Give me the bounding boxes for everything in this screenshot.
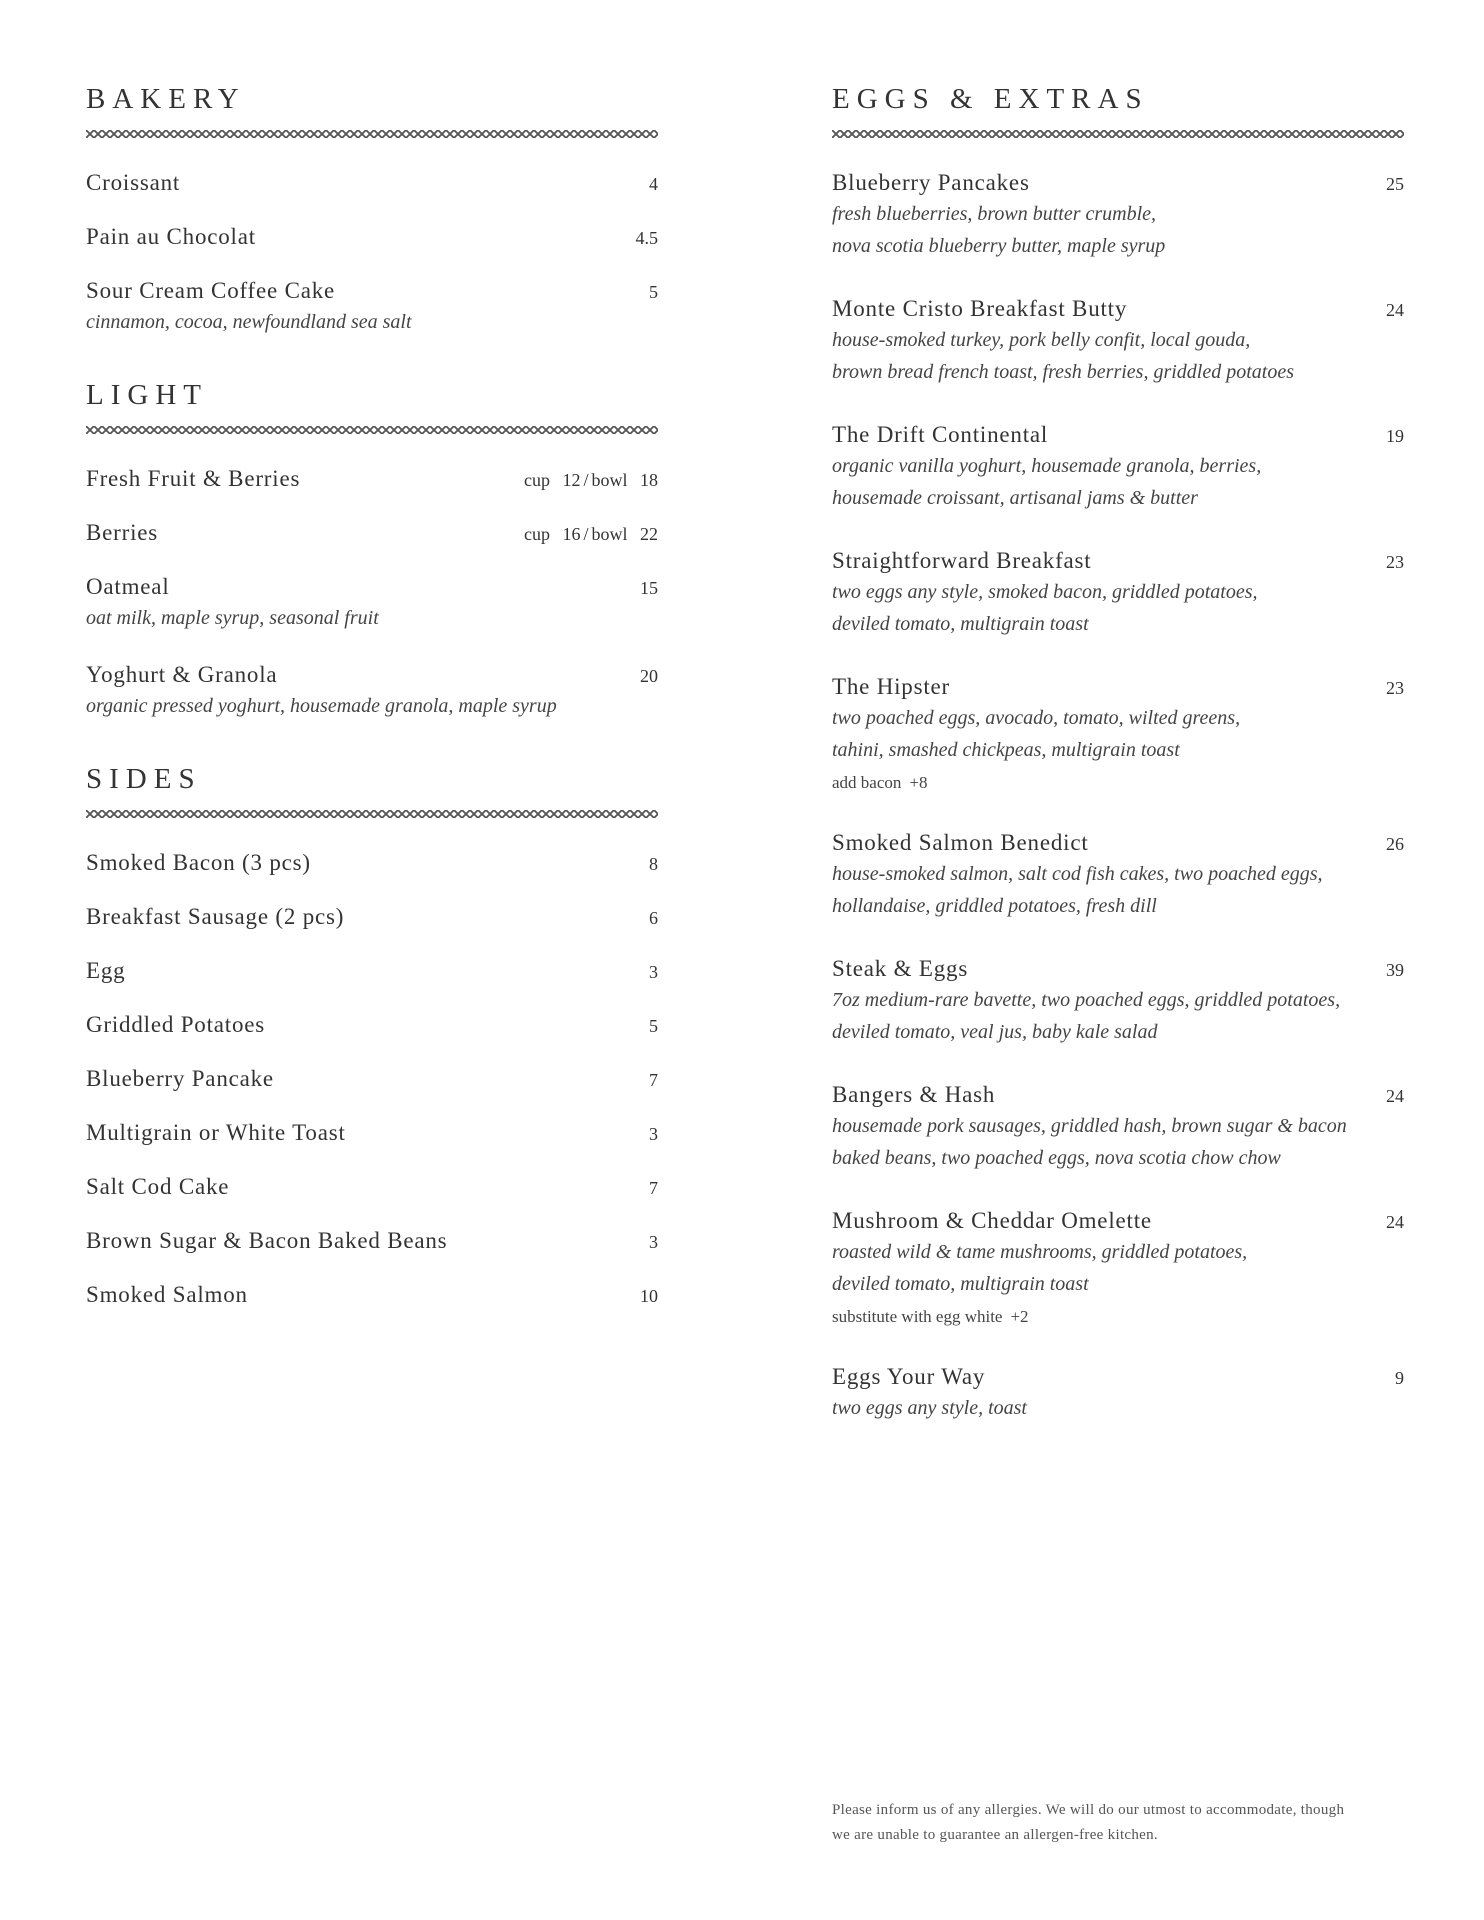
item-name: Breakfast Sausage (2 pcs) bbox=[86, 904, 345, 929]
item-name: Sour Cream Coffee Cake bbox=[86, 278, 336, 303]
item-price-options: cup 16 / bowl 22 bbox=[523, 524, 658, 544]
item-name: Fresh Fruit & Berries bbox=[86, 466, 301, 491]
ornamental-divider bbox=[86, 424, 658, 436]
menu-item bbox=[86, 1282, 658, 1308]
left-column bbox=[86, 84, 658, 1350]
item-name: Smoked Bacon (3 pcs) bbox=[86, 850, 311, 875]
item-description-line: organic vanilla yoghurt, housemade granola, berries, bbox=[832, 455, 1262, 477]
menu-item bbox=[832, 1364, 1404, 1424]
menu-items bbox=[86, 850, 658, 1308]
section-light bbox=[86, 380, 658, 722]
allergy-notice-line: Please inform us of any allergies. We will do our utmost to accommodate, though bbox=[832, 1802, 1345, 1818]
item-price-options: cup 12 / bowl 18 bbox=[523, 470, 658, 490]
item-name: The Hipster bbox=[832, 674, 951, 699]
section-bakery bbox=[86, 84, 658, 338]
item-description-line: two eggs any style, smoked bacon, griddled potatoes, bbox=[832, 581, 1258, 603]
item-description-line: housemade pork sausages, griddled hash, brown sugar & bacon bbox=[832, 1115, 1347, 1137]
cup-label: cup bbox=[523, 470, 550, 490]
item-description-line: 7oz medium-rare bavette, two poached eggs, griddled potatoes, bbox=[832, 989, 1341, 1011]
addon-label: add bacon bbox=[832, 773, 902, 792]
item-price: 9 bbox=[1395, 1368, 1404, 1388]
menu-item bbox=[832, 170, 1404, 262]
bowl-label: bowl bbox=[591, 524, 628, 544]
item-price: 7 bbox=[649, 1070, 658, 1090]
item-name: Pain au Chocolat bbox=[86, 224, 256, 249]
right-column bbox=[832, 84, 1404, 1466]
item-name: Eggs Your Way bbox=[832, 1364, 986, 1389]
menu-item bbox=[86, 1174, 658, 1200]
menu-item bbox=[832, 830, 1404, 922]
item-price: 7 bbox=[649, 1178, 658, 1198]
menu-item bbox=[86, 1120, 658, 1146]
item-price: 3 bbox=[649, 962, 658, 982]
section-title: SIDES bbox=[86, 763, 202, 795]
menu-item bbox=[86, 1012, 658, 1038]
item-description: oat milk, maple syrup, seasonal fruit bbox=[86, 607, 379, 629]
item-addon bbox=[832, 770, 1404, 796]
item-description-line: fresh blueberries, brown butter crumble, bbox=[832, 203, 1157, 225]
item-name: Berries bbox=[86, 520, 159, 545]
item-price: 15 bbox=[640, 578, 658, 598]
item-description-line: two poached eggs, avocado, tomato, wilted greens, bbox=[832, 707, 1241, 729]
cup-price: 12 bbox=[562, 470, 581, 490]
addon-price: +2 bbox=[1010, 1307, 1029, 1326]
item-description-line: brown bread french toast, fresh berries, griddled potatoes bbox=[832, 361, 1295, 383]
menu-item bbox=[86, 466, 658, 492]
item-price: 6 bbox=[649, 908, 658, 928]
item-price: 5 bbox=[649, 282, 658, 302]
item-description-line: deviled tomato, veal jus, baby kale salad bbox=[832, 1021, 1158, 1043]
section-eggs-extras bbox=[832, 84, 1404, 1424]
item-description: organic pressed yoghurt, housemade granola, maple syrup bbox=[86, 695, 557, 717]
ornamental-divider bbox=[86, 128, 658, 140]
menu-item bbox=[86, 1066, 658, 1092]
section-title: LIGHT bbox=[86, 379, 208, 411]
item-description-line: deviled tomato, multigrain toast bbox=[832, 1273, 1089, 1295]
item-name: Brown Sugar & Bacon Baked Beans bbox=[86, 1228, 448, 1253]
menu-items bbox=[832, 170, 1404, 1424]
item-price: 26 bbox=[1386, 834, 1404, 854]
item-description-line: tahini, smashed chickpeas, multigrain toast bbox=[832, 739, 1180, 761]
bowl-price: 22 bbox=[640, 524, 658, 544]
bowl-price: 18 bbox=[640, 470, 658, 490]
menu-item bbox=[832, 422, 1404, 514]
item-name: Steak & Eggs bbox=[832, 956, 969, 981]
cup-price: 16 bbox=[562, 524, 581, 544]
item-price: 3 bbox=[649, 1232, 658, 1252]
item-description-line: roasted wild & tame mushrooms, griddled potatoes, bbox=[832, 1241, 1248, 1263]
item-price: 23 bbox=[1386, 678, 1404, 698]
menu-item bbox=[86, 520, 658, 546]
item-name: Croissant bbox=[86, 170, 181, 195]
item-price: 19 bbox=[1386, 426, 1404, 446]
item-name: Smoked Salmon Benedict bbox=[832, 830, 1089, 855]
item-name: Blueberry Pancake bbox=[86, 1066, 274, 1091]
menu-items bbox=[86, 466, 658, 722]
item-price: 3 bbox=[649, 1124, 658, 1144]
menu-item bbox=[86, 958, 658, 984]
item-price: 24 bbox=[1386, 1086, 1404, 1106]
item-description-line: baked beans, two poached eggs, nova scotia chow chow bbox=[832, 1147, 1281, 1169]
item-name: Straightforward Breakfast bbox=[832, 548, 1092, 573]
addon-price: +8 bbox=[909, 773, 928, 792]
ornamental-divider bbox=[832, 128, 1404, 140]
bowl-label: bowl bbox=[591, 470, 628, 490]
section-sides bbox=[86, 764, 658, 1308]
menu-item bbox=[86, 662, 658, 722]
item-price: 20 bbox=[640, 666, 658, 686]
menu-item bbox=[86, 850, 658, 876]
menu-item bbox=[86, 1228, 658, 1254]
menu-item bbox=[86, 224, 658, 250]
menu-item bbox=[832, 548, 1404, 640]
allergy-notice-line: we are unable to guarantee an allergen-free kitchen. bbox=[832, 1827, 1158, 1843]
item-price: 4 bbox=[649, 174, 658, 194]
item-name: The Drift Continental bbox=[832, 422, 1049, 447]
section-title: BAKERY bbox=[86, 83, 246, 115]
item-name: Multigrain or White Toast bbox=[86, 1120, 346, 1145]
item-price: 24 bbox=[1386, 300, 1404, 320]
item-description-line: housemade croissant, artisanal jams & butter bbox=[832, 487, 1198, 509]
cup-label: cup bbox=[523, 524, 550, 544]
item-price: 4.5 bbox=[635, 228, 658, 248]
item-name: Smoked Salmon bbox=[86, 1282, 248, 1307]
item-description-line: house-smoked turkey, pork belly confit, local gouda, bbox=[832, 329, 1251, 351]
item-description-line: hollandaise, griddled potatoes, fresh dill bbox=[832, 895, 1157, 917]
item-description-line: house-smoked salmon, salt cod fish cakes, two poached eggs, bbox=[832, 863, 1323, 885]
item-price: 24 bbox=[1386, 1212, 1404, 1232]
item-price: 23 bbox=[1386, 552, 1404, 572]
ornamental-divider bbox=[86, 808, 658, 820]
menu-item bbox=[832, 956, 1404, 1048]
item-price: 25 bbox=[1386, 174, 1404, 194]
section-title: EGGS & EXTRAS bbox=[832, 83, 1149, 115]
item-name: Yoghurt & Granola bbox=[86, 662, 278, 687]
item-name: Mushroom & Cheddar Omelette bbox=[832, 1208, 1152, 1233]
menu-item bbox=[832, 674, 1404, 796]
menu-item bbox=[86, 574, 658, 634]
menu-items bbox=[86, 170, 658, 338]
item-addon bbox=[832, 1304, 1404, 1330]
item-description-line: deviled tomato, multigrain toast bbox=[832, 613, 1089, 635]
item-price: 8 bbox=[649, 854, 658, 874]
menu-item bbox=[832, 1082, 1404, 1174]
menu-item bbox=[86, 170, 658, 196]
item-description: cinnamon, cocoa, newfoundland sea salt bbox=[86, 311, 412, 333]
item-price: 10 bbox=[640, 1286, 658, 1306]
item-name: Blueberry Pancakes bbox=[832, 170, 1030, 195]
menu-item bbox=[86, 278, 658, 338]
item-name: Oatmeal bbox=[86, 574, 170, 599]
addon-label: substitute with egg white bbox=[832, 1307, 1003, 1326]
item-price: 39 bbox=[1386, 960, 1404, 980]
menu-item bbox=[832, 1208, 1404, 1330]
item-price: 5 bbox=[649, 1016, 658, 1036]
item-description-line: nova scotia blueberry butter, maple syrup bbox=[832, 235, 1166, 257]
item-name: Monte Cristo Breakfast Butty bbox=[832, 296, 1128, 321]
item-name: Egg bbox=[86, 958, 126, 983]
menu-item bbox=[832, 296, 1404, 388]
item-name: Griddled Potatoes bbox=[86, 1012, 266, 1037]
allergy-notice bbox=[832, 1798, 1412, 1848]
item-description-line: two eggs any style, toast bbox=[832, 1397, 1027, 1419]
menu-item bbox=[86, 904, 658, 930]
item-name: Salt Cod Cake bbox=[86, 1174, 230, 1199]
item-name: Bangers & Hash bbox=[832, 1082, 996, 1107]
